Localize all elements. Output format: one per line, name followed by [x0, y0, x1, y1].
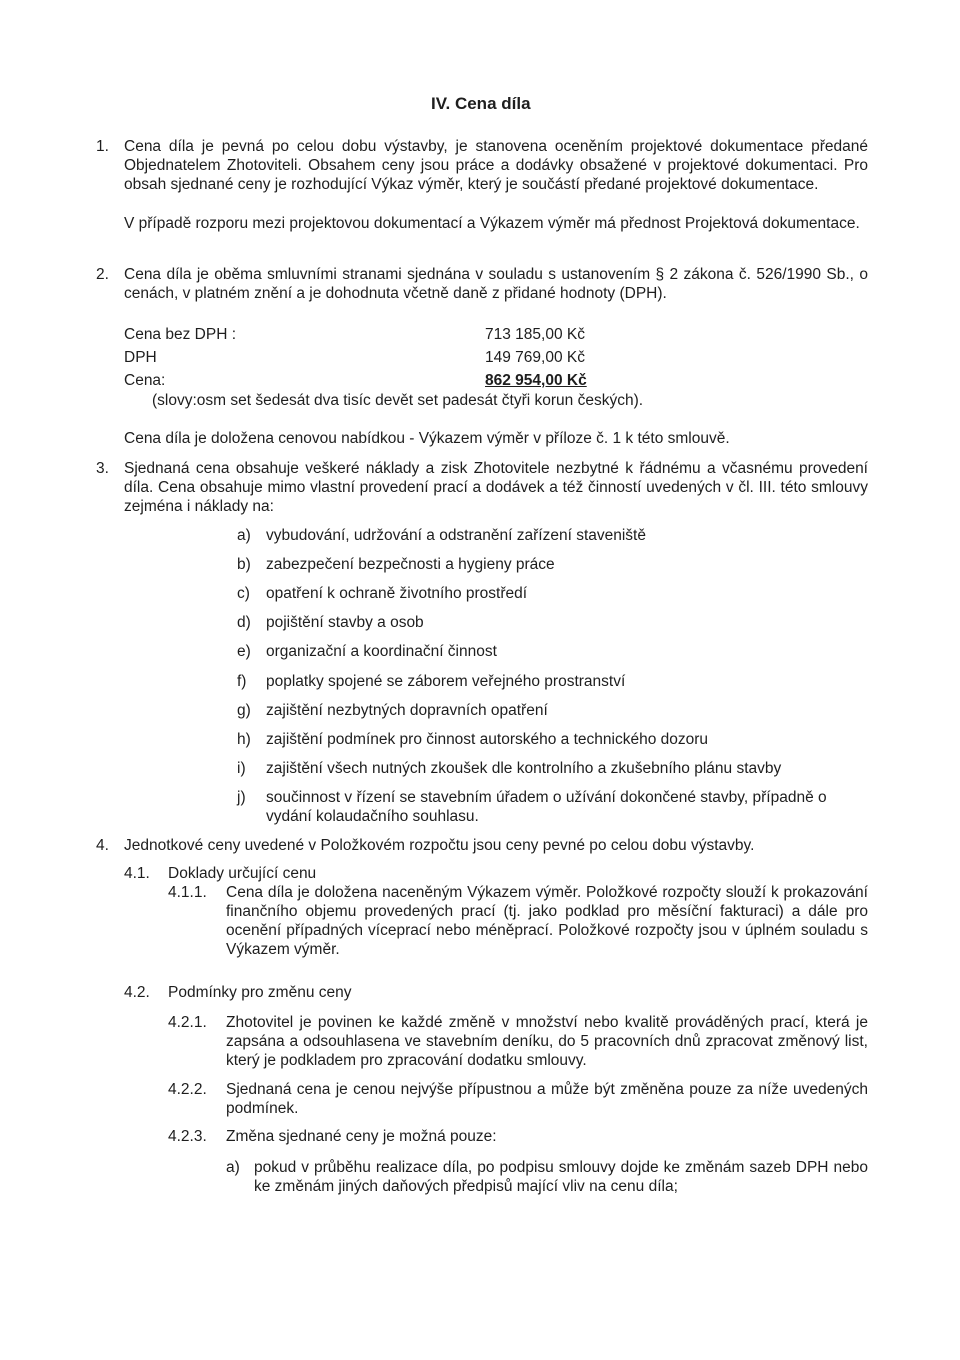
price-label: DPH: [124, 349, 157, 366]
price-label: Cena:: [124, 372, 166, 389]
list-item-label: g): [237, 702, 251, 719]
list-item-label: c): [237, 585, 250, 602]
paragraph-number: 3.: [96, 460, 109, 477]
list-item: opatření k ochraně životního prostředí: [266, 585, 528, 602]
list-item: zajištění podmínek pro činnost autorského a technického dozoru: [266, 731, 709, 748]
paragraph-text: Sjednaná cena obsahuje veškeré náklady a zisk Zhotovitele nezbytné k řádnému a včasnému provedení díla. Cena obsahuje mimo vlastní provedení prací a dodávek a též činností uvedených v čl. III. této smlouvy zejména i náklady na:: [124, 460, 868, 515]
paragraph-number: 4.: [96, 837, 109, 854]
list-item-label: d): [237, 614, 251, 631]
clause-text: Cena díla je doložena naceněným Výkazem výměr. Položkové rozpočty slouží k prokazování finančního objemu provedených prací (tj. jako podklad pro měsíční fakturaci) a dále pro ocenění případných víceprací nebo méněprací. Položkové rozpočty jsou v úplném souladu s Výkazem výměr.: [226, 884, 868, 958]
clause-number: 4.2.1.: [168, 1014, 207, 1031]
list-item-label: j): [237, 789, 246, 806]
list-item: poplatky spojené se záborem veřejného prostranství: [266, 673, 626, 690]
list-item-label: a): [237, 527, 251, 544]
list-item-label: f): [237, 673, 247, 690]
subsection-number: 4.2.: [124, 984, 150, 1001]
clause-text: Změna sjednané ceny je možná pouze:: [226, 1128, 497, 1145]
list-item: vybudování, udržování a odstranění zařízení staveniště: [266, 527, 646, 544]
list-item: zajištění všech nutných zkoušek dle kontrolního a zkušebního plánu stavby: [266, 760, 782, 777]
paragraph-text: V případě rozporu mezi projektovou dokumentací a Výkazem výměr má přednost Projektová dokumentace.: [124, 215, 860, 232]
paragraph-text: Cena díla je pevná po celou dobu výstavby, je stanovena oceněním projektové dokumentace předané Objednatelem Zhotoviteli. Obsahem ceny jsou práce a dodávky obsažené v projektové dokumentaci. Pro obsah sjednané ceny je rozhodující Výkaz výměr, který je součástí předané projektové dokumentace.: [124, 138, 868, 193]
list-item: součinnost v řízení se stavebním úřadem o užívání dokončené stavby, případně o vydání kolaudačního souhlasu.: [266, 789, 827, 825]
clause-number: 4.1.1.: [168, 884, 207, 901]
list-item: zabezpečení bezpečnosti a hygieny práce: [266, 556, 555, 573]
list-item: zajištění nezbytných dopravních opatření: [266, 702, 548, 719]
clause-text: Zhotovitel je povinen ke každé změně v množství nebo kvalitě prováděných prací, která je zapsána a odsouhlasena ve stavebním deníku, do 5 pracovních dnů zpracovat změnový list, který je podkladem pro zpracování dodatku smlouvy.: [226, 1014, 868, 1069]
paragraph-number: 1.: [96, 138, 109, 155]
list-item-label: i): [237, 760, 246, 777]
clause-number: 4.2.2.: [168, 1081, 207, 1098]
price-value: 713 185,00 Kč: [485, 326, 585, 343]
list-item-label: a): [226, 1159, 240, 1176]
section-heading: IV. Cena díla: [431, 94, 531, 113]
list-item-label: e): [237, 643, 251, 660]
clause-text: Sjednaná cena je cenou nejvýše přípustnou a může být změněna pouze za níže uvedených podmínek.: [226, 1081, 868, 1117]
price-value: 149 769,00 Kč: [485, 349, 585, 366]
paragraph-text: Cena díla je oběma smluvními stranami sjednána v souladu s ustanovením § 2 zákona č. 526/1990 Sb., o cenách, v platném znění a je dohodnuta včetně daně z přidané hodnoty (DPH).: [124, 266, 868, 302]
list-item-label: h): [237, 731, 251, 748]
price-note: Cena díla je doložena cenovou nabídkou - Výkazem výměr v příloze č. 1 k této smlouvě.: [124, 430, 730, 447]
list-item: pokud v průběhu realizace díla, po podpisu smlouvy dojde ke změnám sazeb DPH nebo ke změnám jiných daňových předpisů mající vliv na cenu díla;: [254, 1159, 868, 1195]
list-item-label: b): [237, 556, 251, 573]
price-label: Cena bez DPH :: [124, 326, 236, 343]
price-in-words: (slovy:osm set šedesát dva tisíc devět set padesát čtyři korun českých).: [152, 392, 644, 409]
subsection-number: 4.1.: [124, 865, 150, 882]
list-item: organizační a koordinační činnost: [266, 643, 497, 660]
list-item: pojištění stavby a osob: [266, 614, 424, 631]
subsection-title: Podmínky pro změnu ceny: [168, 984, 352, 1001]
price-total: 862 954,00 Kč: [485, 372, 587, 389]
paragraph-number: 2.: [96, 266, 109, 283]
clause-number: 4.2.3.: [168, 1128, 207, 1145]
paragraph-text: Jednotkové ceny uvedené v Položkovém rozpočtu jsou ceny pevné po celou dobu výstavby.: [124, 837, 755, 854]
subsection-title: Doklady určující cenu: [168, 865, 317, 882]
